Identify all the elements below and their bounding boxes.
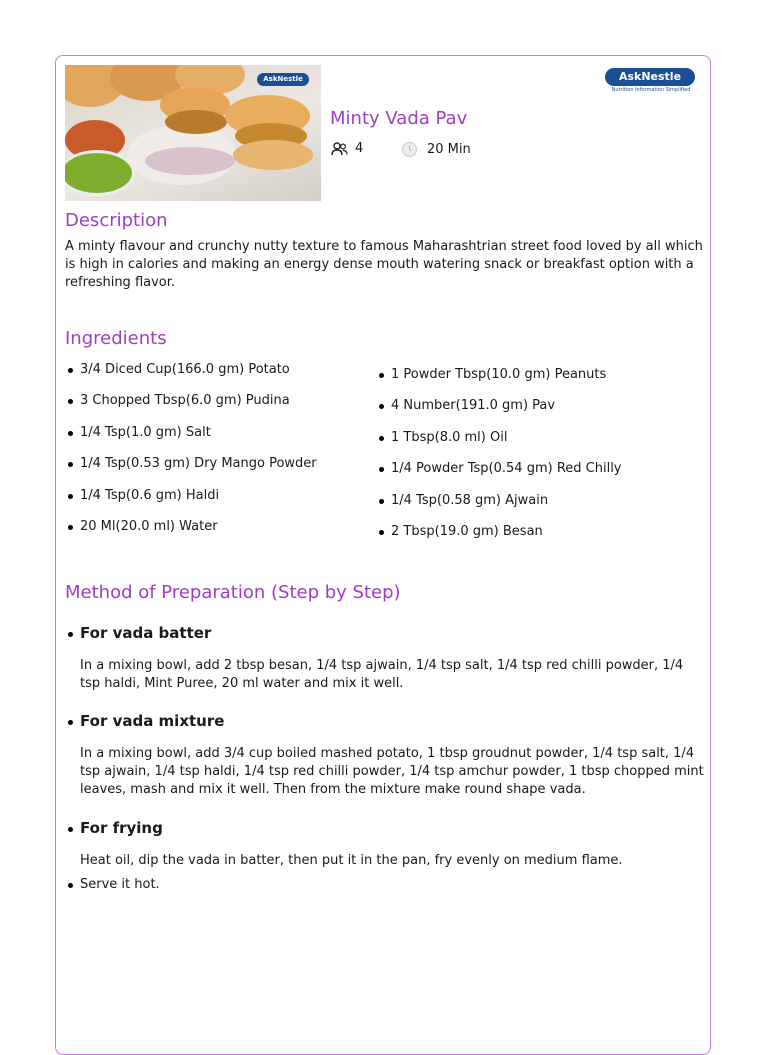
ingredient-item: 1/4 Tsp(0.53 gm) Dry Mango Powder: [65, 456, 317, 487]
brand-logo[interactable]: [605, 68, 697, 96]
description-text: A minty flavour and crunchy nutty texture to famous Maharashtrian street food loved by all which is high in calories and making an energy dense mouth watering snack or breakfast option with a refreshing flavor.: [65, 239, 703, 290]
ingredient-item: 1 Tbsp(8.0 ml) Oil: [376, 430, 622, 461]
servings: [331, 141, 363, 156]
cook-time-value: 20 Min: [427, 142, 471, 157]
ingredient-item: 1 Powder Tbsp(10.0 gm) Peanuts: [376, 367, 622, 398]
step-title: For vada mixture: [65, 712, 224, 730]
servings-value: 4: [355, 141, 364, 156]
step-title: For vada batter: [65, 624, 211, 642]
ingredient-item: 1/4 Powder Tsp(0.54 gm) Red Chilly: [376, 461, 622, 492]
clock-icon: [401, 141, 418, 158]
ingredient-item: 4 Number(191.0 gm) Pav: [376, 398, 622, 429]
recipe-photo: [65, 65, 321, 201]
ingredient-item: 1/4 Tsp(1.0 gm) Salt: [65, 425, 317, 456]
brand-logo-text: AskNestle: [605, 68, 695, 86]
ingredient-item: 3/4 Diced Cup(166.0 gm) Potato: [65, 362, 317, 393]
recipe-title: Minty Vada Pav: [330, 108, 468, 129]
step-text: Heat oil, dip the vada in batter, then put it in the pan, fry evenly on medium flame.: [80, 853, 623, 868]
brand-tagline: Nutrition Information Simplified: [611, 87, 691, 93]
watermark-logo: AskNestle: [257, 73, 309, 86]
step-text: In a mixing bowl, add 2 tbsp besan, 1/4 tsp ajwain, 1/4 tsp salt, 1/4 tsp red chilli powder, 1/4 tsp haldi, Mint Puree, 20 ml water and mix it well.: [80, 658, 684, 691]
description-heading: Description: [65, 210, 168, 231]
ingredients-list-left: [65, 362, 317, 550]
ingredient-item: 20 Ml(20.0 ml) Water: [65, 519, 317, 550]
ingredients-list-right: [376, 367, 622, 555]
ingredient-item: 1/4 Tsp(0.6 gm) Haldi: [65, 488, 317, 519]
ingredient-item: 1/4 Tsp(0.58 gm) Ajwain: [376, 493, 622, 524]
cook-time: [401, 141, 471, 158]
ingredient-item: 2 Tbsp(19.0 gm) Besan: [376, 524, 622, 555]
step-text: In a mixing bowl, add 3/4 cup boiled mashed potato, 1 tbsp groudnut powder, 1/4 tsp salt, 1/4 tsp ajwain, 1/4 tsp haldi, 1/4 tsp red chilli powder, 1/4 tsp amchur powder, 1 tbsp chopped mint leaves, mash and mix it well. Then from the mixture make round shape vada.: [80, 746, 704, 797]
ingredients-heading: Ingredients: [65, 328, 167, 349]
step-title: For frying: [65, 819, 163, 837]
final-step: Serve it hot.: [65, 877, 160, 892]
people-icon: [331, 142, 348, 156]
method-heading: Method of Preparation (Step by Step): [65, 582, 401, 603]
ingredient-item: 3 Chopped Tbsp(6.0 gm) Pudina: [65, 393, 317, 424]
